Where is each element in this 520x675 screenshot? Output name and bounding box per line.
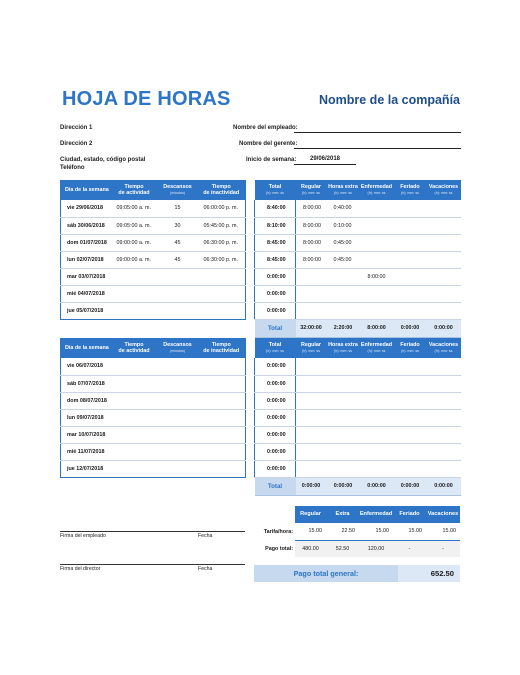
total-overtime-cell: 0:00:00 xyxy=(360,477,394,495)
week-total-label: Total xyxy=(255,319,296,337)
row-total-cell: 0:00:00 xyxy=(255,302,296,319)
rate-sick-header: Enfermedad xyxy=(359,506,393,523)
overtime-cell[interactable]: 0:45:00 xyxy=(327,251,360,268)
hours-row xyxy=(255,302,461,319)
holiday-cell[interactable] xyxy=(394,268,427,285)
day-row xyxy=(61,217,246,234)
end-time-cell[interactable] xyxy=(198,460,246,477)
rate-sick[interactable]: 15.00 xyxy=(359,523,393,540)
employee-signature-line[interactable] xyxy=(60,531,245,532)
rate-vacation-header: Vacaciones xyxy=(426,506,460,523)
holiday-cell[interactable] xyxy=(394,358,427,375)
sick-cell[interactable] xyxy=(360,358,394,375)
hours-row xyxy=(255,217,461,234)
vacation-cell[interactable] xyxy=(427,392,461,409)
regular-cell[interactable] xyxy=(296,443,327,460)
regular-cell[interactable]: 8:00:00 xyxy=(296,200,327,217)
vacation-cell[interactable] xyxy=(427,358,461,375)
breaks-cell[interactable] xyxy=(158,285,198,302)
day-row xyxy=(61,358,246,375)
vacation-header: Vacaciones (h): mm: ss xyxy=(427,180,461,200)
end-time-cell[interactable]: 06:00:00 p. m. xyxy=(198,200,246,217)
regular-cell[interactable] xyxy=(296,460,327,477)
regular-cell[interactable] xyxy=(296,409,327,426)
total-pay-label: Pago total: xyxy=(254,540,295,557)
breaks-cell[interactable] xyxy=(158,392,198,409)
day-header: Día de la semana xyxy=(61,338,111,358)
holiday-cell[interactable] xyxy=(394,285,427,302)
sick-cell[interactable] xyxy=(360,200,394,217)
pay-sick: 120.00 xyxy=(359,540,393,557)
end-time-cell[interactable] xyxy=(198,285,246,302)
regular-cell[interactable]: 8:00:00 xyxy=(296,251,327,268)
breaks-header: Descansos (minutos) xyxy=(158,180,198,200)
day-label: jue 12/07/2018 xyxy=(61,460,111,477)
row-total-cell: 8:10:00 xyxy=(255,217,296,234)
total-overtime-cell: 8:00:00 xyxy=(360,319,394,337)
hours-row xyxy=(255,460,461,477)
start-time-cell[interactable] xyxy=(111,392,158,409)
start-time-cell[interactable] xyxy=(111,358,158,375)
director-date-label: Fecha xyxy=(198,566,213,572)
holiday-cell[interactable] xyxy=(394,409,427,426)
week2-hours-header xyxy=(255,338,461,358)
day-label: vie 06/07/2018 xyxy=(61,358,111,375)
hours-row xyxy=(255,426,461,443)
overtime-cell[interactable] xyxy=(327,302,360,319)
breaks-cell[interactable] xyxy=(158,268,198,285)
total-total-cell: 32:00:00 xyxy=(296,319,327,337)
day-label: vie 29/06/2018 xyxy=(61,200,111,217)
row-total-cell: 0:00:00 xyxy=(255,426,296,443)
overtime-header: Horas extra (h): mm: ss xyxy=(327,180,360,200)
row-total-cell: 0:00:00 xyxy=(255,409,296,426)
company-name: Nombre de la compañía xyxy=(318,93,460,107)
phone: Teléfono xyxy=(60,165,85,171)
rates-table xyxy=(254,506,460,557)
day-label: mar 03/07/2018 xyxy=(61,268,111,285)
week-start-field[interactable]: 29/06/2018 xyxy=(294,156,356,165)
end-time-cell[interactable] xyxy=(198,426,246,443)
rate-holiday-header: Feriado xyxy=(393,506,426,523)
hours-row xyxy=(255,358,461,375)
grand-total-value: 652.50 xyxy=(398,565,460,582)
vacation-cell[interactable] xyxy=(427,268,461,285)
regular-cell[interactable] xyxy=(296,358,327,375)
hours-row xyxy=(255,251,461,268)
end-time-cell[interactable] xyxy=(198,358,246,375)
sick-cell[interactable] xyxy=(360,426,394,443)
rate-holiday[interactable]: 15.00 xyxy=(393,523,426,540)
employee-name-field[interactable] xyxy=(294,124,461,133)
week2-hours-table xyxy=(254,338,461,496)
vacation-cell[interactable] xyxy=(427,217,461,234)
manager-name-field[interactable] xyxy=(294,140,461,149)
hours-row xyxy=(255,375,461,392)
day-header: Día de la semana xyxy=(61,180,111,200)
hours-row xyxy=(255,409,461,426)
day-label: sáb 07/07/2018 xyxy=(61,375,111,392)
week2-activity-table xyxy=(60,338,246,478)
holiday-header: Feriado (h): mm: ss xyxy=(394,338,427,358)
regular-cell[interactable] xyxy=(296,285,327,302)
sick-header: Enfermedad (h): mm: ss xyxy=(360,338,394,358)
breaks-cell[interactable]: 45 xyxy=(158,251,198,268)
day-row xyxy=(61,392,246,409)
week1-hours-header xyxy=(255,180,461,200)
breaks-header: Descansos (minutos) xyxy=(158,338,198,358)
regular-cell[interactable] xyxy=(296,302,327,319)
sick-cell[interactable] xyxy=(360,375,394,392)
address-2: Dirección 2 xyxy=(60,141,93,147)
overtime-header: Horas extra (h): mm: ss xyxy=(327,338,360,358)
day-row xyxy=(61,460,246,477)
overtime-cell[interactable] xyxy=(327,268,360,285)
sick-cell[interactable] xyxy=(360,409,394,426)
day-row xyxy=(61,285,246,302)
activity-header: Tiempo de actividad xyxy=(111,180,158,200)
grand-total xyxy=(254,565,460,582)
address-1: Dirección 1 xyxy=(60,125,93,131)
hours-row xyxy=(255,234,461,251)
grand-total-label: Pago total general: xyxy=(293,569,359,578)
holiday-header: Feriado (h): mm: ss xyxy=(394,180,427,200)
director-signature-label: Firma del director xyxy=(60,566,101,572)
vacation-cell[interactable] xyxy=(427,234,461,251)
day-row xyxy=(61,443,246,460)
row-total-cell: 8:45:00 xyxy=(255,234,296,251)
hours-row xyxy=(255,443,461,460)
regular-cell[interactable] xyxy=(296,268,327,285)
overtime-cell[interactable] xyxy=(327,375,360,392)
breaks-cell[interactable]: 45 xyxy=(158,234,198,251)
holiday-cell[interactable] xyxy=(394,375,427,392)
breaks-cell[interactable] xyxy=(158,443,198,460)
regular-cell[interactable]: 8:00:00 xyxy=(296,217,327,234)
end-time-cell[interactable] xyxy=(198,409,246,426)
overtime-cell[interactable] xyxy=(327,392,360,409)
vacation-cell[interactable] xyxy=(427,302,461,319)
day-row xyxy=(61,234,246,251)
week-start-label: Inicio de semana: xyxy=(246,157,297,163)
day-label: mar 10/07/2018 xyxy=(61,426,111,443)
start-time-cell[interactable] xyxy=(111,443,158,460)
overtime-cell[interactable] xyxy=(327,460,360,477)
start-time-cell[interactable]: 09:05:00 a. m. xyxy=(111,217,158,234)
vacation-header: Vacaciones (h): mm: ss xyxy=(427,338,461,358)
row-total-cell: 8:45:00 xyxy=(255,251,296,268)
holiday-cell[interactable] xyxy=(394,234,427,251)
start-time-cell[interactable]: 09:05:00 a. m. xyxy=(111,200,158,217)
week-total-row xyxy=(255,477,461,495)
holiday-cell[interactable] xyxy=(394,443,427,460)
total-regular-cell: 0:00:00 xyxy=(327,477,360,495)
breaks-cell[interactable] xyxy=(158,460,198,477)
row-total-cell: 0:00:00 xyxy=(255,375,296,392)
vacation-cell[interactable] xyxy=(427,443,461,460)
rate-extra-header: Extra xyxy=(326,506,359,523)
sick-cell[interactable] xyxy=(360,443,394,460)
manager-name-label: Nombre del gerente: xyxy=(239,141,298,147)
start-time-cell[interactable] xyxy=(111,460,158,477)
end-time-cell[interactable]: 06:30:00 p. m. xyxy=(198,251,246,268)
inactive-header: Tiempo de inactividad xyxy=(198,180,246,200)
end-time-cell[interactable] xyxy=(198,375,246,392)
employee-signature-label: Firma del empleado xyxy=(60,533,106,539)
start-time-cell[interactable]: 09:00:00 a. m. xyxy=(111,251,158,268)
row-total-cell: 0:00:00 xyxy=(255,268,296,285)
sick-cell[interactable] xyxy=(360,217,394,234)
start-time-cell[interactable] xyxy=(111,268,158,285)
sick-cell[interactable]: 8:00:00 xyxy=(360,268,394,285)
row-total-cell: 8:40:00 xyxy=(255,200,296,217)
end-time-cell[interactable] xyxy=(198,392,246,409)
holiday-cell[interactable] xyxy=(394,460,427,477)
breaks-cell[interactable] xyxy=(158,409,198,426)
sick-header: Enfermedad (h): mm: ss xyxy=(360,180,394,200)
director-signature-line[interactable] xyxy=(60,564,245,565)
day-label: mié 04/07/2018 xyxy=(61,285,111,302)
start-time-cell[interactable] xyxy=(111,375,158,392)
holiday-cell[interactable] xyxy=(394,200,427,217)
week1-activity-header xyxy=(61,180,246,200)
pay-regular: 480.00 xyxy=(295,540,326,557)
inactive-header: Tiempo de inactividad xyxy=(198,338,246,358)
day-label: lun 02/07/2018 xyxy=(61,251,111,268)
rate-regular-header: Regular xyxy=(295,506,326,523)
employee-date-label: Fecha xyxy=(198,533,213,539)
total-pay-row xyxy=(254,540,460,557)
week1-hours-table xyxy=(254,180,461,338)
day-label: mié 11/07/2018 xyxy=(61,443,111,460)
overtime-cell[interactable] xyxy=(327,358,360,375)
day-row xyxy=(61,426,246,443)
total-holiday-cell: 0:00:00 xyxy=(427,319,461,337)
row-total-cell: 0:00:00 xyxy=(255,443,296,460)
hourly-rate-label: Tarifa/hora: xyxy=(254,523,295,540)
overtime-cell[interactable]: 0:40:00 xyxy=(327,200,360,217)
total-holiday-cell: 0:00:00 xyxy=(427,477,461,495)
vacation-cell[interactable] xyxy=(427,460,461,477)
total-total-cell: 0:00:00 xyxy=(296,477,327,495)
overtime-cell[interactable] xyxy=(327,285,360,302)
holiday-cell[interactable] xyxy=(394,302,427,319)
start-time-cell[interactable]: 09:00:00 a. m. xyxy=(111,234,158,251)
end-time-cell[interactable] xyxy=(198,302,246,319)
holiday-cell[interactable] xyxy=(394,251,427,268)
row-total-cell: 0:00:00 xyxy=(255,392,296,409)
regular-cell[interactable]: 8:00:00 xyxy=(296,234,327,251)
regular-cell[interactable] xyxy=(296,375,327,392)
breaks-cell[interactable] xyxy=(158,426,198,443)
row-total-cell: 0:00:00 xyxy=(255,285,296,302)
day-label: sáb 30/06/2018 xyxy=(61,217,111,234)
week-total-row xyxy=(255,319,461,337)
overtime-cell[interactable] xyxy=(327,426,360,443)
sick-cell[interactable] xyxy=(360,460,394,477)
day-label: dom 01/07/2018 xyxy=(61,234,111,251)
total-header: Total (h): mm: ss xyxy=(255,338,296,358)
week1-activity-table xyxy=(60,180,246,320)
vacation-cell[interactable] xyxy=(427,426,461,443)
hourly-rate-row xyxy=(254,523,460,540)
week-total-label: Total xyxy=(255,477,296,495)
end-time-cell[interactable] xyxy=(198,443,246,460)
holiday-cell[interactable] xyxy=(394,217,427,234)
day-row xyxy=(61,409,246,426)
vacation-cell[interactable] xyxy=(427,409,461,426)
breaks-cell[interactable]: 15 xyxy=(158,200,198,217)
breaks-cell[interactable] xyxy=(158,302,198,319)
rates-header xyxy=(254,506,460,523)
holiday-cell[interactable] xyxy=(394,426,427,443)
regular-cell[interactable] xyxy=(296,426,327,443)
pay-holiday: - xyxy=(393,540,426,557)
sick-cell[interactable] xyxy=(360,251,394,268)
vacation-cell[interactable] xyxy=(427,251,461,268)
sick-cell[interactable] xyxy=(360,392,394,409)
regular-cell[interactable] xyxy=(296,392,327,409)
rate-regular[interactable]: 15.00 xyxy=(295,523,326,540)
page-title: HOJA DE HORAS xyxy=(62,88,231,110)
start-time-cell[interactable] xyxy=(111,409,158,426)
day-row xyxy=(61,251,246,268)
breaks-cell[interactable] xyxy=(158,358,198,375)
total-header: Total (h): mm: ss xyxy=(255,180,296,200)
day-label: lun 09/07/2018 xyxy=(61,409,111,426)
sick-cell[interactable] xyxy=(360,302,394,319)
regular-header: Regular (h): mm: ss xyxy=(296,338,327,358)
day-row xyxy=(61,375,246,392)
rate-vacation[interactable]: 15.00 xyxy=(426,523,460,540)
vacation-cell[interactable] xyxy=(427,285,461,302)
rate-extra[interactable]: 22.50 xyxy=(326,523,359,540)
employee-name-label: Nombre del empleado: xyxy=(233,125,298,131)
sick-cell[interactable] xyxy=(360,234,394,251)
total-sick-cell: 0:00:00 xyxy=(394,477,427,495)
hours-row xyxy=(255,268,461,285)
row-total-cell: 0:00:00 xyxy=(255,358,296,375)
vacation-cell[interactable] xyxy=(427,200,461,217)
total-regular-cell: 2:20:00 xyxy=(327,319,360,337)
end-time-cell[interactable]: 05:45:00 p. m. xyxy=(198,217,246,234)
day-row xyxy=(61,200,246,217)
overtime-cell[interactable]: 0:45:00 xyxy=(327,234,360,251)
day-label: dom 08/07/2018 xyxy=(61,392,111,409)
holiday-cell[interactable] xyxy=(394,392,427,409)
pay-extra: 52.50 xyxy=(326,540,359,557)
day-label: jue 05/07/2018 xyxy=(61,302,111,319)
city-state-zip: Ciudad, estado, código postal xyxy=(60,157,146,163)
day-row xyxy=(61,268,246,285)
end-time-cell[interactable]: 06:30:00 p. m. xyxy=(198,234,246,251)
breaks-cell[interactable] xyxy=(158,375,198,392)
end-time-cell[interactable] xyxy=(198,268,246,285)
sick-cell[interactable] xyxy=(360,285,394,302)
overtime-cell[interactable]: 0:10:00 xyxy=(327,217,360,234)
start-time-cell[interactable] xyxy=(111,426,158,443)
start-time-cell[interactable] xyxy=(111,302,158,319)
overtime-cell[interactable] xyxy=(327,409,360,426)
pay-vacation: - xyxy=(426,540,460,557)
total-sick-cell: 0:00:00 xyxy=(394,319,427,337)
activity-header: Tiempo de actividad xyxy=(111,338,158,358)
regular-header: Regular (h): mm: ss xyxy=(296,180,327,200)
overtime-cell[interactable] xyxy=(327,443,360,460)
week2-activity-header xyxy=(61,338,246,358)
vacation-cell[interactable] xyxy=(427,375,461,392)
start-time-cell[interactable] xyxy=(111,285,158,302)
hours-row xyxy=(255,392,461,409)
row-total-cell: 0:00:00 xyxy=(255,460,296,477)
hours-row xyxy=(255,285,461,302)
breaks-cell[interactable]: 30 xyxy=(158,217,198,234)
day-row xyxy=(61,302,246,319)
hours-row xyxy=(255,200,461,217)
